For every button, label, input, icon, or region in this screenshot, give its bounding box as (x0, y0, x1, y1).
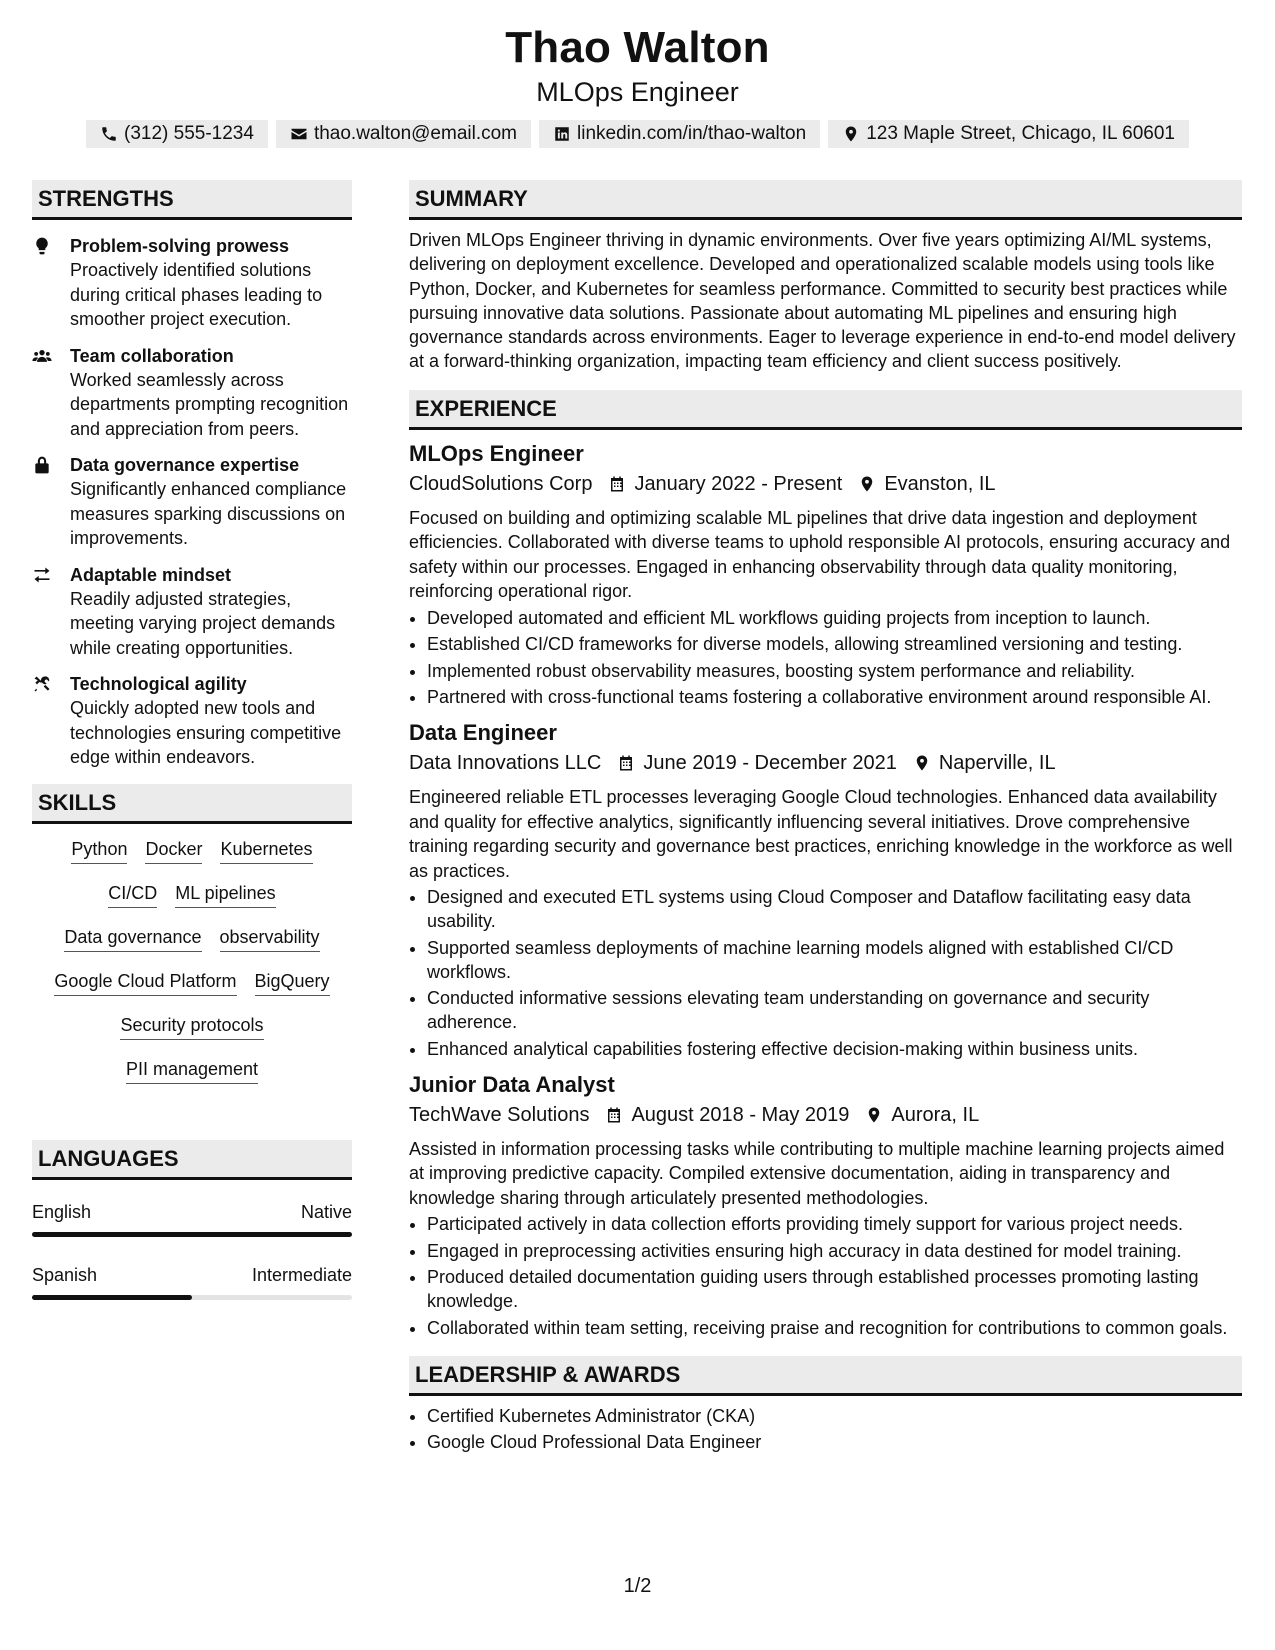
candidate-role: MLOps Engineer (536, 77, 739, 107)
contact-phone-text: (312) 555-1234 (124, 123, 254, 144)
skill-tag: ML pipelines (175, 882, 275, 908)
job-description: Engineered reliable ETL processes leveraging Google Cloud technologies. Enhanced data availability and quality for effective analytics, significantly influencing several initiatives. Drove comprehensive training regarding security and governance best practices, enriching knowledge in the workforce as well as practices. (409, 787, 1233, 881)
skills-section (32, 784, 352, 1112)
job-company: Data Innovations LLC (409, 752, 602, 775)
job-title: Junior Data Analyst (409, 1071, 615, 1097)
strengths-heading: STRENGTHS (32, 180, 352, 220)
strength-desc: Readily adjusted strategies, meeting varying project demands while creating opportunities. (70, 588, 336, 658)
summary-heading: SUMMARY (409, 180, 1242, 220)
strength-item (32, 453, 352, 551)
job-entry (409, 440, 1242, 710)
strength-title: Team collaboration (70, 345, 234, 366)
map-pin-icon (865, 1106, 883, 1124)
contact-phone[interactable] (86, 120, 268, 148)
strength-title: Adaptable mindset (70, 564, 232, 585)
skill-tag: BigQuery (255, 970, 330, 996)
map-pin-icon (858, 475, 876, 493)
skill-tag: Data governance (64, 926, 201, 952)
job-title: Data Engineer (409, 720, 557, 746)
envelope-icon (290, 125, 308, 143)
skill-tag: Python (71, 838, 127, 864)
language-name: English (32, 1201, 92, 1222)
map-pin-icon (842, 125, 860, 143)
job-bullet: • Supported seamless deployments of machine learning models aligned with established CI/CD workflows. (427, 936, 1242, 984)
strength-title: Technological agility (70, 674, 247, 694)
job-bullet: • Produced detailed documentation guiding users through established processes promoting lasting knowledge. (427, 1265, 1242, 1313)
language-proficiency-fill (32, 1232, 352, 1237)
language-item (32, 1200, 352, 1237)
job-dates: January 2022 - Present (634, 472, 843, 495)
strength-item (32, 563, 352, 661)
job-company: CloudSolutions Corp (409, 472, 593, 495)
job-bullet: • Engaged in preprocessing activities ensuring high accuracy in data destined for model training. (427, 1239, 1242, 1263)
job-dates: August 2018 - May 2019 (631, 1103, 850, 1126)
calendar-icon (617, 754, 635, 772)
calendar-icon (608, 475, 626, 493)
job-bullets (409, 1212, 1242, 1340)
map-pin-icon (913, 754, 931, 772)
leadership-item: • Certified Kubernetes Administrator (CKA) (427, 1404, 1242, 1428)
job-bullet: • Established CI/CD frameworks for diverse models, allowing streamlined versioning and testing. (427, 632, 1242, 656)
job-bullet: • Conducted informative sessions elevating team understanding on governance and security adherence. (427, 986, 1242, 1034)
skills-list (32, 824, 352, 1112)
experience-section (409, 390, 1242, 1340)
contact-bar (0, 120, 1275, 148)
leadership-section (409, 1356, 1242, 1455)
phone-icon (100, 125, 118, 143)
leadership-item: • Google Cloud Professional Data Engineer (427, 1430, 1242, 1454)
job-bullet: • Designed and executed ETL systems using Cloud Composer and Dataflow facilitating easy data usability. (427, 885, 1242, 933)
job-dates: June 2019 - December 2021 (643, 752, 897, 775)
strength-item (32, 672, 352, 770)
linkedin-icon (553, 125, 571, 143)
summary-text: Driven MLOps Engineer thriving in dynamic environments. Over five years optimizing AI/ML systems, delivering on deployment excellence. Developed and operationalized scalable models using tools like Python, Docker, and Kubernetes for seamless performance. Committed to security best practices while pursuing innovative data solutions. Passionate about automating ML pipelines and ensuring high governance standards across environments. Eager to leverage experience in end-to-end model delivery at a forward-thinking organization, impacting team efficiency and client success positively. (409, 230, 1236, 372)
strength-desc: Worked seamlessly across departments prompting recognition and appreciation from peers. (70, 369, 349, 439)
language-proficiency-bar (32, 1295, 352, 1300)
job-location: Aurora, IL (891, 1103, 980, 1126)
skill-tag: observability (220, 926, 320, 952)
job-location: Naperville, IL (938, 752, 1056, 775)
leadership-list (409, 1404, 1242, 1455)
job-entry (409, 1071, 1242, 1340)
skill-tag: Google Cloud Platform (54, 970, 236, 996)
skill-tag: PII management (126, 1058, 258, 1084)
job-description: Assisted in information processing tasks while contributing to multiple machine learning projects aimed at improving predictive capacity. Compiled extensive documentation, aiding in transparency and knowledge sharing through articulately presented methodologies. (409, 1138, 1225, 1208)
job-bullets (409, 606, 1242, 710)
users-icon (32, 346, 52, 366)
language-level: Intermediate (251, 1264, 352, 1285)
tools-icon (32, 674, 52, 694)
strength-item (32, 234, 352, 332)
job-title: MLOps Engineer (409, 440, 584, 466)
contact-email-text: thao.walton@email.com (313, 123, 517, 144)
strength-title: Data governance expertise (70, 455, 300, 475)
calendar-icon (605, 1106, 623, 1124)
strength-desc: Significantly enhanced compliance measures sparking discussions on improvements. (70, 479, 347, 548)
job-location: Evanston, IL (884, 472, 996, 495)
language-level: Native (300, 1201, 352, 1222)
experience-heading: EXPERIENCE (409, 390, 1242, 430)
contact-linkedin[interactable] (539, 120, 820, 148)
right-column (409, 180, 1242, 1457)
strength-desc: Proactively identified solutions during critical phases leading to smoother project execution. (70, 260, 323, 329)
arrows-exchange-icon (32, 565, 52, 585)
skills-heading: SKILLS (32, 784, 352, 824)
leadership-heading: LEADERSHIP & AWARDS (409, 1356, 1242, 1396)
lock-icon (32, 455, 52, 475)
job-bullet: • Participated actively in data collection efforts providing timely support for various project needs. (427, 1212, 1242, 1236)
strength-desc: Quickly adopted new tools and technologies ensuring competitive edge within endeavors. (70, 698, 342, 767)
strength-item (32, 344, 352, 442)
job-bullet: • Implemented robust observability measures, boosting system performance and reliability. (427, 659, 1242, 683)
job-bullet: • Collaborated within team setting, receiving praise and recognition for contributions to common goals. (427, 1316, 1242, 1340)
languages-heading: LANGUAGES (32, 1140, 352, 1180)
contact-address (828, 120, 1189, 148)
skill-tag: Docker (145, 838, 202, 864)
language-name: Spanish (32, 1264, 98, 1285)
contact-address-text: 123 Maple Street, Chicago, IL 60601 (866, 123, 1175, 144)
page-number: 1/2 (623, 1575, 652, 1597)
candidate-name: Thao Walton (505, 23, 770, 72)
left-column (32, 180, 352, 1300)
job-bullet: • Developed automated and efficient ML workflows guiding projects from inception to launch. (427, 606, 1242, 630)
job-company: TechWave Solutions (409, 1103, 590, 1126)
skill-tag: Security protocols (120, 1014, 263, 1040)
strength-title: Problem-solving prowess (70, 236, 290, 256)
job-bullets (409, 885, 1242, 1061)
language-proficiency-bar (32, 1232, 352, 1237)
job-description: Focused on building and optimizing scalable ML pipelines that drive data ingestion and deployment efficiencies. Collaborated with diverse teams to uphold responsible AI protocols, ensuring accuracy and safety within our processes. Engaged in enhancing observability through data quality monitoring, reinforcing operational rigor. (409, 507, 1231, 602)
languages-section (32, 1140, 352, 1300)
job-entry (409, 719, 1242, 1061)
language-proficiency-fill (32, 1295, 192, 1300)
lightbulb-icon (32, 236, 52, 256)
resume-header (0, 22, 1275, 148)
strengths-list (32, 234, 352, 770)
contact-linkedin-text: linkedin.com/in/thao-walton (577, 123, 807, 144)
skill-tag: Kubernetes (220, 838, 312, 864)
job-bullet: • Partnered with cross-functional teams fostering a collaborative environment around responsible AI. (427, 685, 1242, 709)
job-bullet: • Enhanced analytical capabilities fostering effective decision-making within business units. (427, 1037, 1242, 1061)
skill-tag: CI/CD (108, 882, 157, 908)
contact-email[interactable] (276, 120, 531, 148)
language-item (32, 1263, 352, 1300)
